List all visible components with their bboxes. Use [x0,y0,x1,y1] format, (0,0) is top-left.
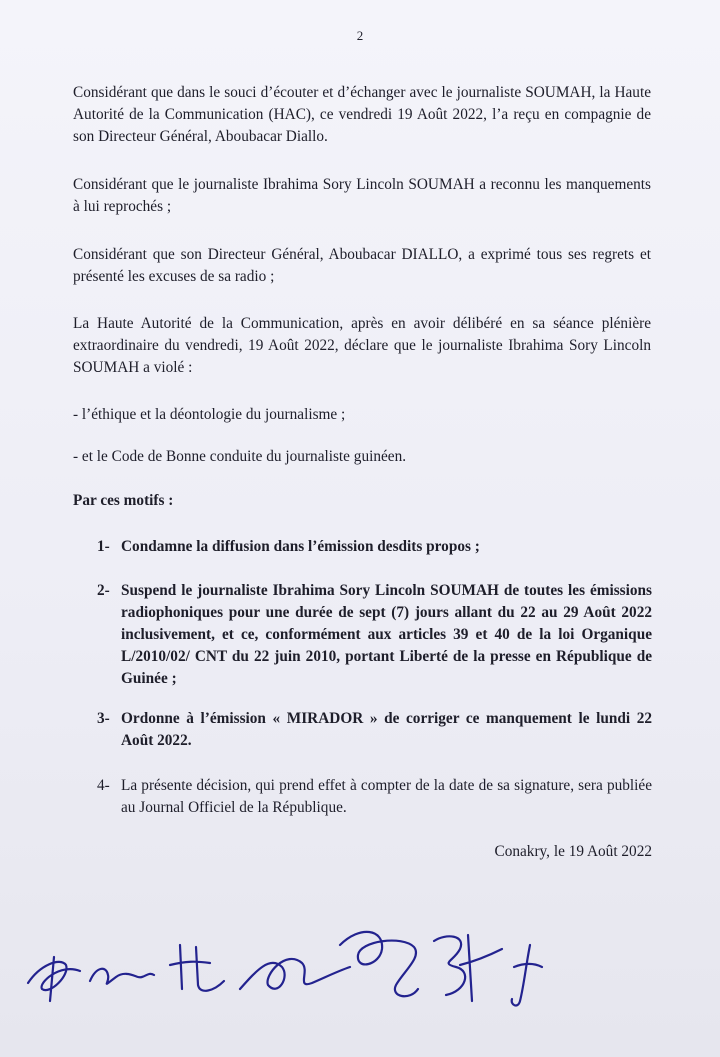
decision-text: Ordonne à l’émission « MIRADOR » de corriger ce manquement le lundi 22 Août 2022. [121,710,652,749]
consideration-hac-meeting: Considérant que dans le souci d’écouter et d’échanger avec le journaliste SOUMAH, la Haute Autorité de la Communication (HAC), ce vendredi 19 Août 2022, l’a reçu en compagnie de son Directeur Général, Aboubacar Diallo. [73,84,651,145]
decision-text: La présente décision, qui prend effet à compter de la date de sa signature, sera publiée au Journal Officiel de la République. [121,777,652,816]
signature-3 [170,945,224,991]
page-number: 2 [356,28,364,43]
decision-item-4 [97,775,652,819]
signature-1 [28,957,80,1001]
violation-code: - et le Code de Bonne conduite du journaliste guinéen. [73,448,407,465]
signature-5 [340,932,418,996]
decision-item-3 [97,708,652,752]
violation-ethics: - l’éthique et la déontologie du journalisme ; [73,406,346,423]
signature-7 [512,945,542,1005]
decision-item-1 [97,536,652,558]
decision-number: 4- [97,777,110,794]
signatures-block [20,905,580,1025]
motifs-heading: Par ces motifs : [73,492,174,509]
decision-text: Condamne la diffusion dans l’émission desdits propos ; [121,538,480,555]
decision-item-2 [97,580,652,690]
signatures-image [20,905,580,1025]
deliberation-paragraph: La Haute Autorité de la Communication, après en avoir délibéré en sa séance plénière extraordinaire du vendredi, 19 Août 2022, déclare que le journaliste Ibrahima Sory Lincoln SOUMAH a violé : [73,315,651,376]
consideration-acknowledgement: Considérant que le journaliste Ibrahima Sory Lincoln SOUMAH a reconnu les manquements à lui reprochés ; [73,176,651,215]
signature-6 [434,935,502,1001]
decision-number: 1- [97,538,110,555]
decision-text: Suspend le journaliste Ibrahima Sory Lincoln SOUMAH de toutes les émissions radiophoniques pour une durée de sept (7) jours allant du 22 au 29 Août 2022 inclusivement, et ce, conformément aux articles 39 et 40 de la loi Organique L/2010/02/ CNT du 22 juin 2010, portant Liberté de la presse en République de Guinée ; [121,582,652,687]
consideration-apology: Considérant que son Directeur Général, Aboubacar DIALLO, a exprimé tous ses regrets et présenté les excuses de sa radio ; [73,246,651,285]
place-and-date: Conakry, le 19 Août 2022 [494,843,652,860]
decision-number: 2- [97,582,110,599]
decision-number: 3- [97,710,110,727]
signature-4 [240,959,350,989]
signature-2 [90,969,154,984]
